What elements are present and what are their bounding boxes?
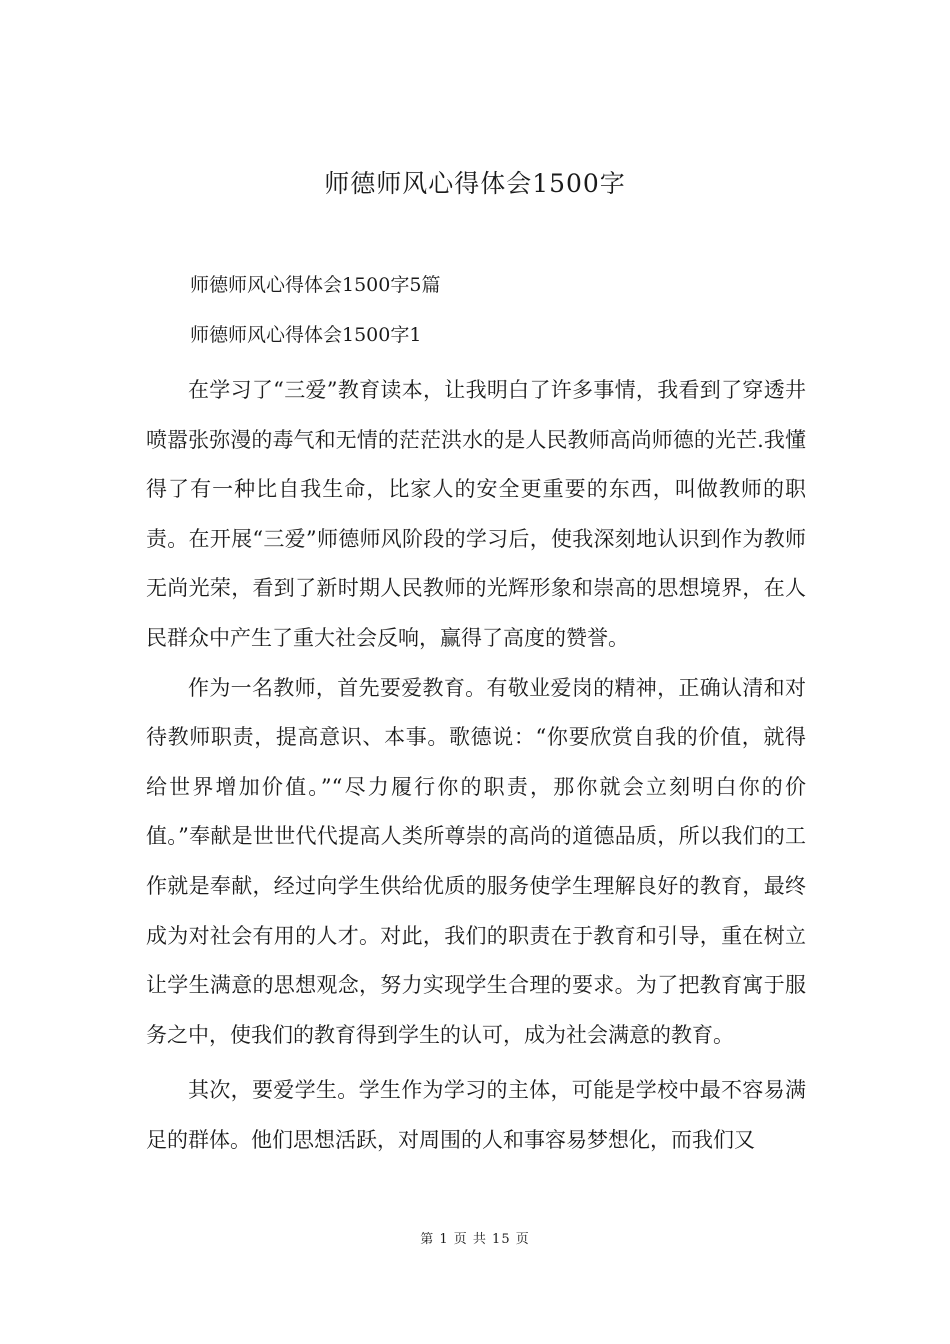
paragraph-1: 在学习了“三爱”教育读本，让我明白了许多事情，我看到了穿透井喷嚣张弥漫的毒气和无情的茫茫洪水的是人民教师高尚师德的光芒.我懂得了有一种比自我生命，比家人的安全更重要的东西，叫做教师的职责。在开展“三爱”师德师风阶段的学习后，使我深刻地认识到作为教师无尚光荣，看到了新时期人民教师的光辉形象和崇高的思想境界，在人民群众中产生了重大社会反响，赢得了高度的赞誉。 [146,378,806,650]
paragraph-2: 作为一名教师，首先要爱教育。有敬业爱岗的精神，正确认清和对待教师职责，提高意识、本事。歌德说：“你要欣赏自我的价值，就得给世界增加价值。”“尽力履行你的职责，那你就会立刻明白你的价值。”奉献是世世代代提高人类所尊崇的高尚的道德品质，所以我们的工作就是奉献，经过向学生供给优质的服务使学生理解良好的教育，最终成为对社会有用的人才。对此，我们的职责在于教育和引导，重在树立让学生满意的思想观念，努力实现学生合理的要求。为了把教育寓于服务之中，使我们的教育得到学生的认可，成为社会满意的教育。 [146,675,806,1047]
document-subtitle: 师德师风心得体会1500字5篇 [190,274,441,296]
document-body [146,366,806,1166]
document-title: 师德师风心得体会1500字 [324,169,626,198]
paragraph-3: 其次，要爱学生。学生作为学习的主体，可能是学校中最不容易满足的群体。他们思想活跃，对周围的人和事容易梦想化，而我们又 [146,1078,806,1152]
page-footer: 第 1 页 共 15 页 [420,1232,530,1247]
section-heading: 师德师风心得体会1500字1 [190,324,422,346]
